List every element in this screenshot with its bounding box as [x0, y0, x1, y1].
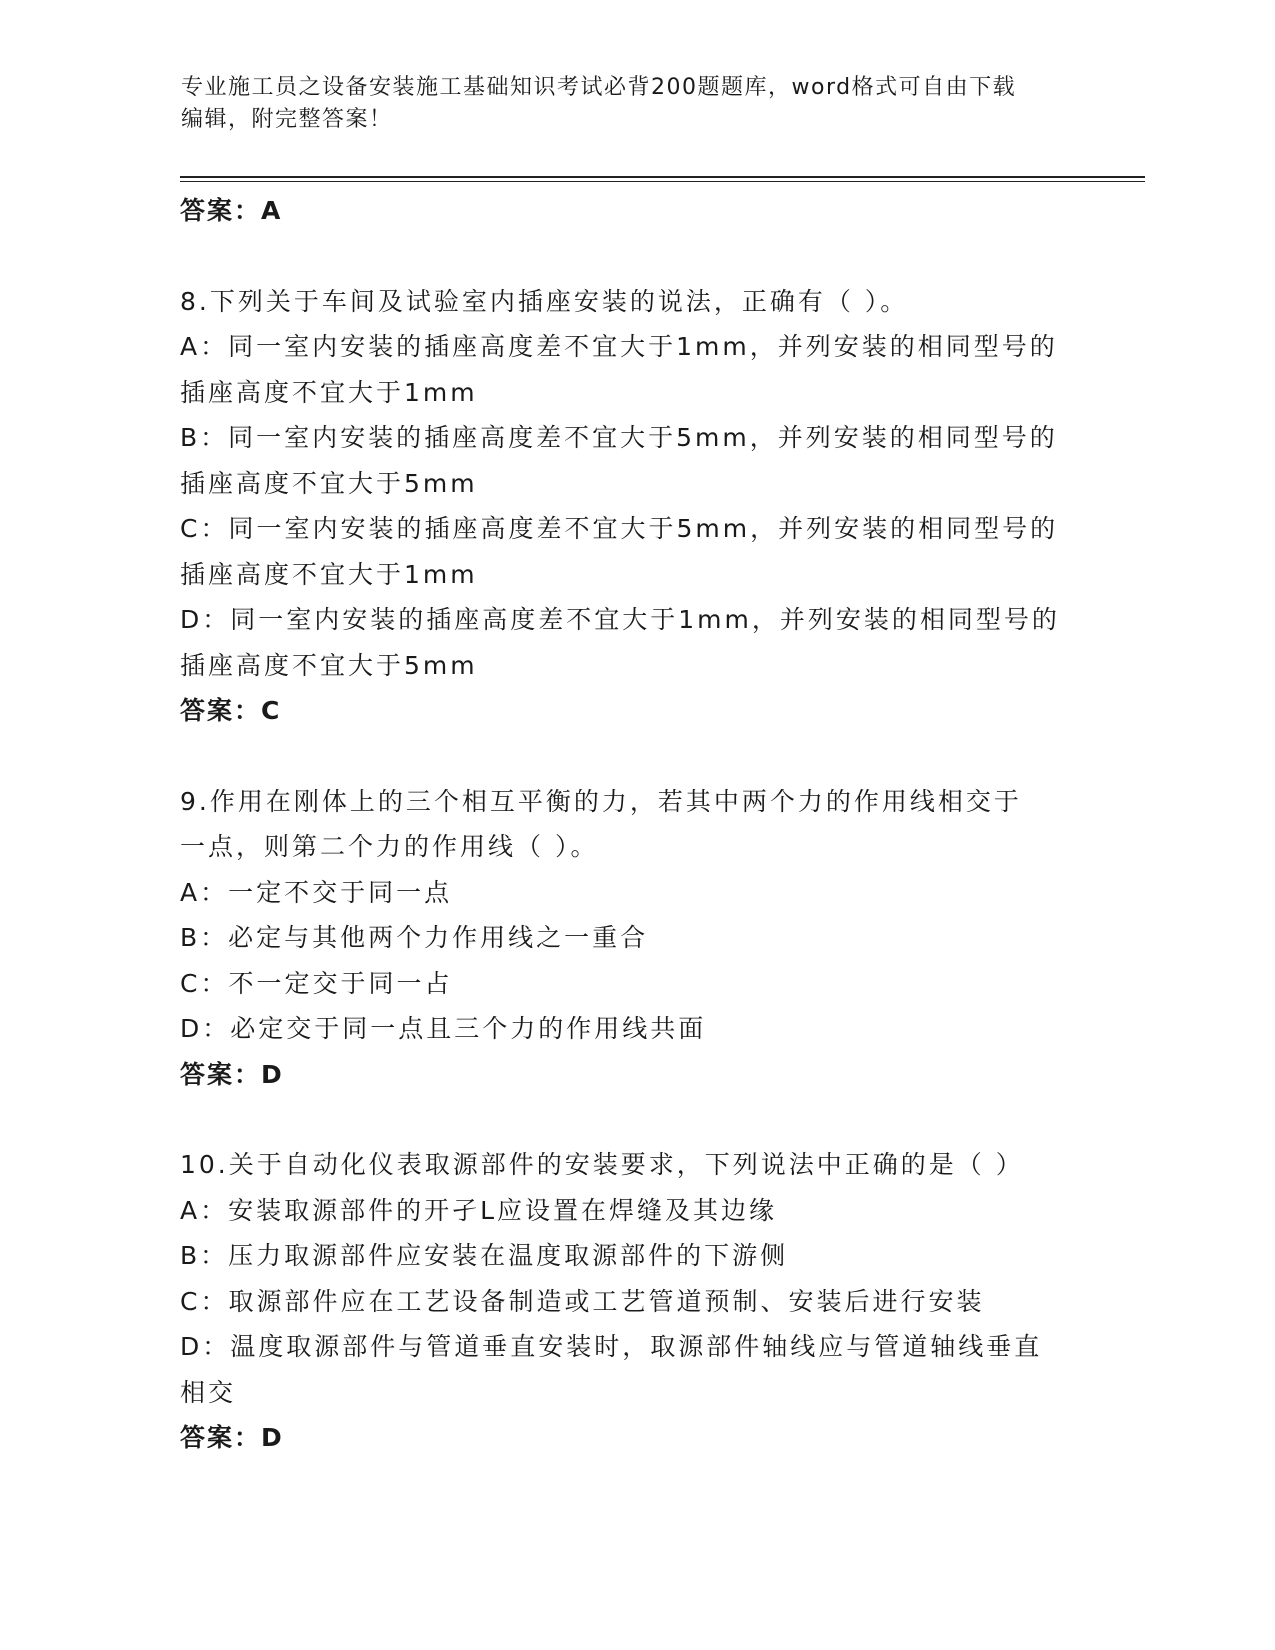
header-line-2: 编辑，附完整答案！	[181, 107, 393, 132]
answer-previous: 答案：A	[180, 196, 283, 225]
option-a: A：安装取源部件的开孑L应设置在焊缝及其边缘	[180, 1195, 778, 1225]
question-stem: 9.作用在刚体上的三个相互平衡的力，若其中两个力的作用线相交于	[180, 786, 1022, 816]
option-c: C：取源部件应在工艺设备制造或工艺管道预制、安装后进行安装	[180, 1286, 985, 1316]
option-a: A：同一室内安装的插座高度差不宜大于1mm，并列安装的相同型号的	[180, 332, 1058, 361]
option-d-cont: 相交	[180, 1377, 237, 1407]
option-b-cont: 插座高度不宜大于5mm	[180, 468, 478, 498]
question-10	[180, 1142, 1060, 1461]
header-rule-thick	[180, 176, 1145, 178]
answer: 答案：D	[180, 1423, 284, 1452]
header-rule-thin	[180, 181, 1145, 182]
option-c: C：不一定交于同一占	[180, 968, 453, 998]
spacer	[180, 234, 1060, 279]
option-d: D：温度取源部件与管道垂直安装时，取源部件轴线应与管道轴线垂直	[180, 1332, 1043, 1361]
spacer	[180, 1097, 1060, 1142]
option-d-cont: 插座高度不宜大于5mm	[180, 650, 478, 680]
option-a-cont: 插座高度不宜大于1mm	[180, 377, 478, 407]
question-9	[180, 779, 1060, 1098]
answer: 答案：D	[180, 1059, 284, 1089]
option-c-cont: 插座高度不宜大于1mm	[180, 559, 478, 589]
spacer	[180, 734, 1060, 779]
question-stem: 10.关于自动化仪表取源部件的安装要求，下列说法中正确的是（ ）	[180, 1150, 1024, 1179]
page-header	[181, 72, 1041, 136]
option-d: D：必定交于同一点且三个力的作用线共面	[180, 1014, 707, 1043]
option-b: B：必定与其他两个力作用线之一重合	[180, 923, 649, 952]
option-d: D：同一室内安装的插座高度差不宜大于1mm，并列安装的相同型号的	[180, 605, 1060, 634]
option-b: B：压力取源部件应安装在温度取源部件的下游侧	[180, 1241, 789, 1270]
question-list	[180, 188, 1060, 1461]
answer: 答案：C	[180, 696, 282, 725]
option-c: C：同一室内安装的插座高度差不宜大于5mm，并列安装的相同型号的	[180, 514, 1059, 543]
option-b: B：同一室内安装的插座高度差不宜大于5mm，并列安装的相同型号的	[180, 423, 1058, 452]
header-line-1: 专业施工员之设备安装施工基础知识考试必背200题题库，word格式可自由下载	[181, 75, 1017, 100]
question-8	[180, 279, 1060, 734]
option-a: A：一定不交于同一点	[180, 877, 453, 907]
question-stem: 8.下列关于车间及试验室内插座安装的说法，正确有（ ）。	[180, 286, 909, 316]
question-stem-cont: 一点，则第二个力的作用线（ ）。	[180, 832, 599, 861]
